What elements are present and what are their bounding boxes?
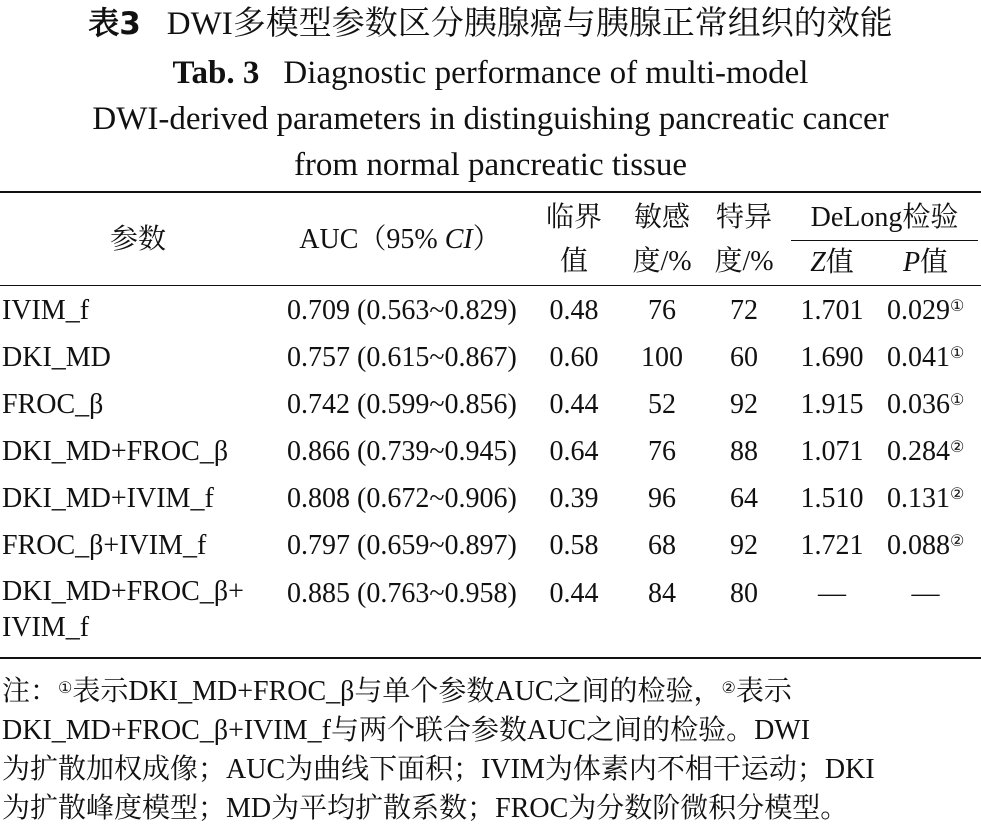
cell-cutoff: 0.60 (549, 342, 599, 373)
cell-specificity: 72 (730, 295, 758, 326)
header-delong: DeLong检验 (810, 202, 959, 233)
cell-auc: 0.808 (0.672~0.906) (287, 483, 517, 514)
cell-cutoff: 0.64 (549, 436, 599, 467)
cell-sensitivity: 100 (641, 342, 683, 373)
cell-z: 1.071 (800, 436, 864, 467)
header-specificity: 特异 度/% (714, 202, 774, 277)
cell-cutoff: 0.44 (549, 578, 599, 609)
cell-auc: 0.709 (0.563~0.829) (287, 295, 517, 326)
cell-cutoff: 0.39 (549, 483, 599, 514)
cell-z: 1.915 (800, 389, 864, 420)
cell-sensitivity: 76 (648, 295, 676, 326)
header-z: Z值 (810, 247, 854, 278)
cell-param: DKI_MD (2, 342, 111, 373)
footnote-mark: ① (950, 345, 965, 362)
note-line-3: 为扩散加权成像；AUC为曲线下面积；IVIM为体素内不相干运动；DKI (2, 754, 875, 785)
cell-sensitivity: 84 (648, 578, 676, 609)
header-sensitivity: 敏感 度/% (632, 202, 692, 277)
cell-specificity: 88 (730, 436, 758, 467)
note-line-4: 为扩散峰度模型；MD为平均扩散系数；FROC为分数阶微积分模型。 (2, 793, 849, 824)
cell-z: 1.510 (800, 483, 864, 514)
cell-specificity: 60 (730, 342, 758, 373)
cell-p: 0.041① (887, 342, 965, 373)
table-label-cn: 表3 (88, 6, 141, 42)
cell-param: IVIM_f (2, 295, 90, 326)
cell-auc: 0.797 (0.659~0.897) (287, 530, 517, 561)
cell-p: 0.131② (887, 483, 965, 514)
note-line-1: 注：①表示DKI_MD+FROC_β与单个参数AUC之间的检验，②表示 (2, 676, 792, 707)
cell-auc: 0.757 (0.615~0.867) (287, 342, 517, 373)
cell-sensitivity: 76 (648, 436, 676, 467)
cell-p: 0.088② (887, 530, 965, 561)
footnote-mark: ① (950, 392, 965, 409)
table-title-en-line2: DWI-derived parameters in distinguishing pancreatic cancer (92, 101, 889, 137)
cell-cutoff: 0.44 (549, 389, 599, 420)
cell-z: — (818, 578, 846, 609)
cell-auc: 0.742 (0.599~0.856) (287, 389, 517, 420)
footnote-mark: ② (950, 439, 965, 456)
cell-auc: 0.866 (0.739~0.945) (287, 436, 517, 467)
table-label-en: Tab. 3 (172, 55, 260, 91)
cell-param: DKI_MD+IVIM_f (2, 483, 214, 514)
cell-z: 1.701 (800, 295, 864, 326)
table-title-en (0, 50, 981, 188)
table-title-en-line3: from normal pancreatic tissue (293, 147, 688, 183)
table-note (2, 672, 980, 828)
cell-p: 0.036① (887, 389, 965, 420)
header-param: 参数 (109, 224, 166, 255)
table-title-en-line1: Tab. 3 Diagnostic performance of multi-model (172, 55, 809, 91)
cell-specificity: 92 (730, 389, 758, 420)
cell-auc: 0.885 (0.763~0.958) (287, 578, 517, 609)
cell-param: FROC_β (2, 389, 104, 420)
cell-z: 1.690 (800, 342, 864, 373)
footnote-mark: ② (950, 486, 965, 503)
footnote-mark: ② (950, 533, 965, 550)
table-bottom-rule (0, 657, 981, 659)
header-p: P值 (902, 247, 949, 278)
cell-p: — (911, 578, 940, 609)
table-title-cn-text: DWI多模型参数区分胰腺癌与胰腺正常组织的效能 (166, 6, 893, 42)
cell-p: 0.284② (887, 436, 965, 467)
table-title-cn (0, 2, 981, 46)
cell-specificity: 92 (730, 530, 758, 561)
header-auc: AUC（95% CI） (299, 224, 501, 255)
table-header-rule (0, 285, 981, 286)
cell-sensitivity: 96 (648, 483, 676, 514)
cell-sensitivity: 52 (648, 389, 676, 420)
cell-specificity: 80 (730, 578, 758, 609)
table-top-rule (0, 191, 981, 193)
cell-p: 0.029① (887, 295, 965, 326)
header-cutoff: 临界 值 (545, 202, 602, 277)
footnote-mark: ① (950, 298, 965, 315)
cell-specificity: 64 (730, 483, 758, 514)
cell-sensitivity: 68 (648, 530, 676, 561)
cell-param: DKI_MD+FROC_β (2, 436, 229, 467)
cell-param: DKI_MD+FROC_β+ IVIM_f (2, 576, 244, 643)
cell-cutoff: 0.48 (549, 295, 599, 326)
cell-param: FROC_β+IVIM_f (2, 530, 207, 561)
cell-cutoff: 0.58 (549, 530, 599, 561)
note-line-2: DKI_MD+FROC_β+IVIM_f与两个联合参数AUC之间的检验。DWI (2, 715, 811, 746)
cell-z: 1.721 (800, 530, 864, 561)
